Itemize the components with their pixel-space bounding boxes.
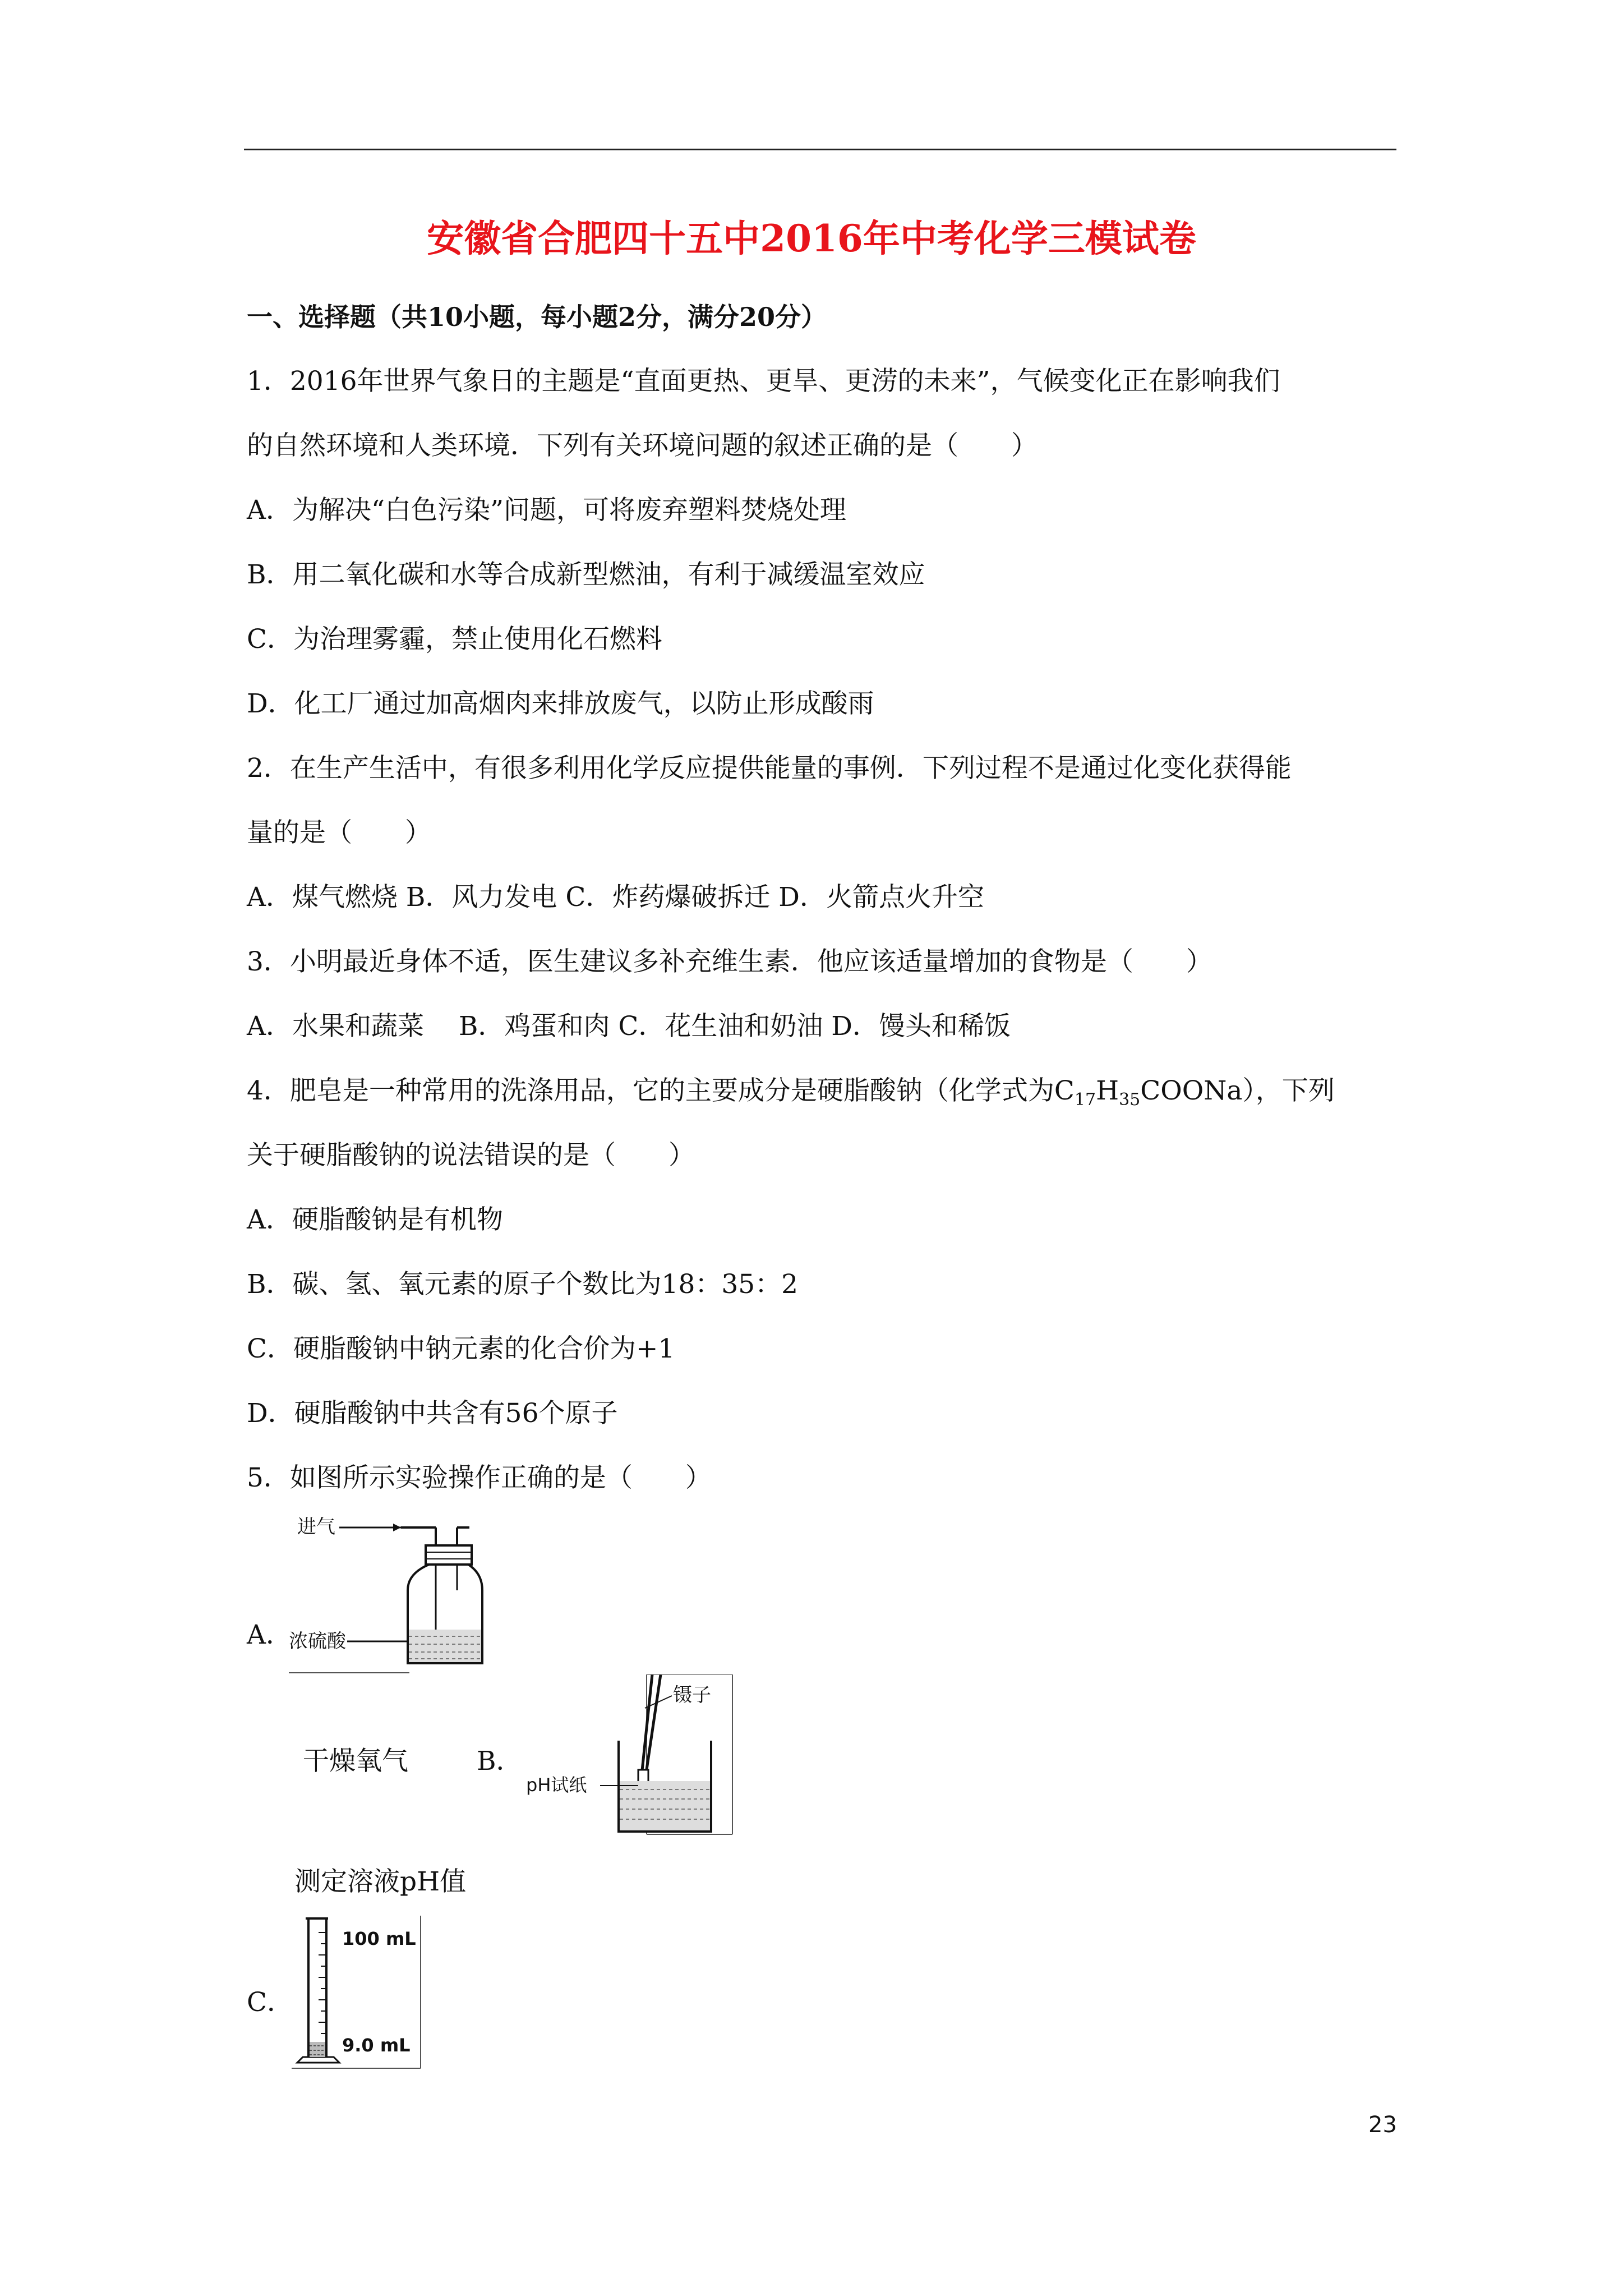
q2-stem-line1: 2．在生产生活中，有很多利用化学反应提供能量的事例．下列过程不是通过化变化获得能 (247, 753, 1292, 784)
gas-drying-bottle-figure (289, 1506, 485, 1674)
q2-options: A．煤气燃烧 B．风力发电 C．炸药爆破拆迁 D．火箭点火升空 (247, 882, 984, 913)
top-rule (244, 149, 1396, 150)
fig-label-gas-in: 进气 (297, 1516, 335, 1538)
q5-option-a-label: A． (247, 1619, 292, 1650)
section-heading: 一、选择题（共10小题，每小题2分，满分20分） (247, 302, 827, 332)
subscript-35: 35 (1119, 1090, 1141, 1110)
fig-label-conc-sulfuric-acid: 浓硫酸 (289, 1630, 346, 1653)
q5-option-a-caption: 干燥氧气 (303, 1746, 408, 1777)
q4-option-a: A．硬脂酸钠是有机物 (247, 1204, 503, 1235)
subscript-17: 17 (1074, 1090, 1096, 1110)
q4-option-b: B．碳、氢、氧元素的原子个数比为18：35：2 (247, 1269, 799, 1300)
q5-option-c-label: C． (247, 1987, 293, 2018)
q4-option-c: C．硬脂酸钠中钠元素的化合价为+1 (247, 1333, 675, 1364)
fig-label-100ml: 100 mL (342, 1928, 416, 1949)
q1-stem-line1: 1．2016年世界气象日的主题是“直面更热、更旱、更涝的未来”，气候变化正在影响我们 (247, 366, 1280, 397)
ph-test-figure (520, 1674, 734, 1837)
q5-option-b-caption: 测定溶液pH值 (294, 1866, 467, 1897)
q5-stem: 5．如图所示实验操作正确的是（ ） (247, 1462, 712, 1493)
q1-option-c: C．为治理雾霾，禁止使用化石燃料 (247, 624, 662, 655)
page-title: 安徽省合肥四十五中2016年中考化学三模试卷 (427, 217, 1196, 260)
fig-label-tweezers: 镊子 (673, 1684, 711, 1706)
q4-stem-line1: 4．肥皂是一种常用的洗涤用品，它的主要成分是硬脂酸钠（化学式为$C_{17}H_{35}COONa$），下列 (247, 1075, 1335, 1110)
q3-options: A．水果和蔬菜 B．鸡蛋和肉 C．花生油和奶油 D．馒头和稀饭 (247, 1011, 1011, 1042)
q1-option-b: B．用二氧化碳和水等合成新型燃油，有利于减缓温室效应 (247, 559, 925, 590)
q3-stem: 3．小明最近身体不适，医生建议多补充维生素．他应该适量增加的食物是（ ） (247, 946, 1212, 977)
page-number: 23 (1368, 2112, 1397, 2138)
q2-stem-line2: 量的是（ ） (247, 817, 431, 848)
q1-option-d: D．化工厂通过加高烟肉来排放废气，以防止形成酸雨 (247, 688, 874, 719)
graduated-cylinder-figure (292, 1916, 426, 2070)
q1-stem-line2: 的自然环境和人类环境．下列有关环境问题的叙述正确的是（ ） (247, 430, 1038, 461)
fig-label-ph-paper: pH试纸 (526, 1774, 587, 1796)
q5-option-b-label: B． (477, 1746, 523, 1777)
q1-option-a: A．为解决“白色污染”问题，可将废弃塑料焚烧处理 (247, 495, 846, 526)
q4-option-d: D．硬脂酸钠中共含有56个原子 (247, 1398, 618, 1429)
q4-stem-line2: 关于硬脂酸钠的说法错误的是（ ） (247, 1140, 695, 1171)
fig-label-9ml: 9.0 mL (342, 2035, 411, 2056)
